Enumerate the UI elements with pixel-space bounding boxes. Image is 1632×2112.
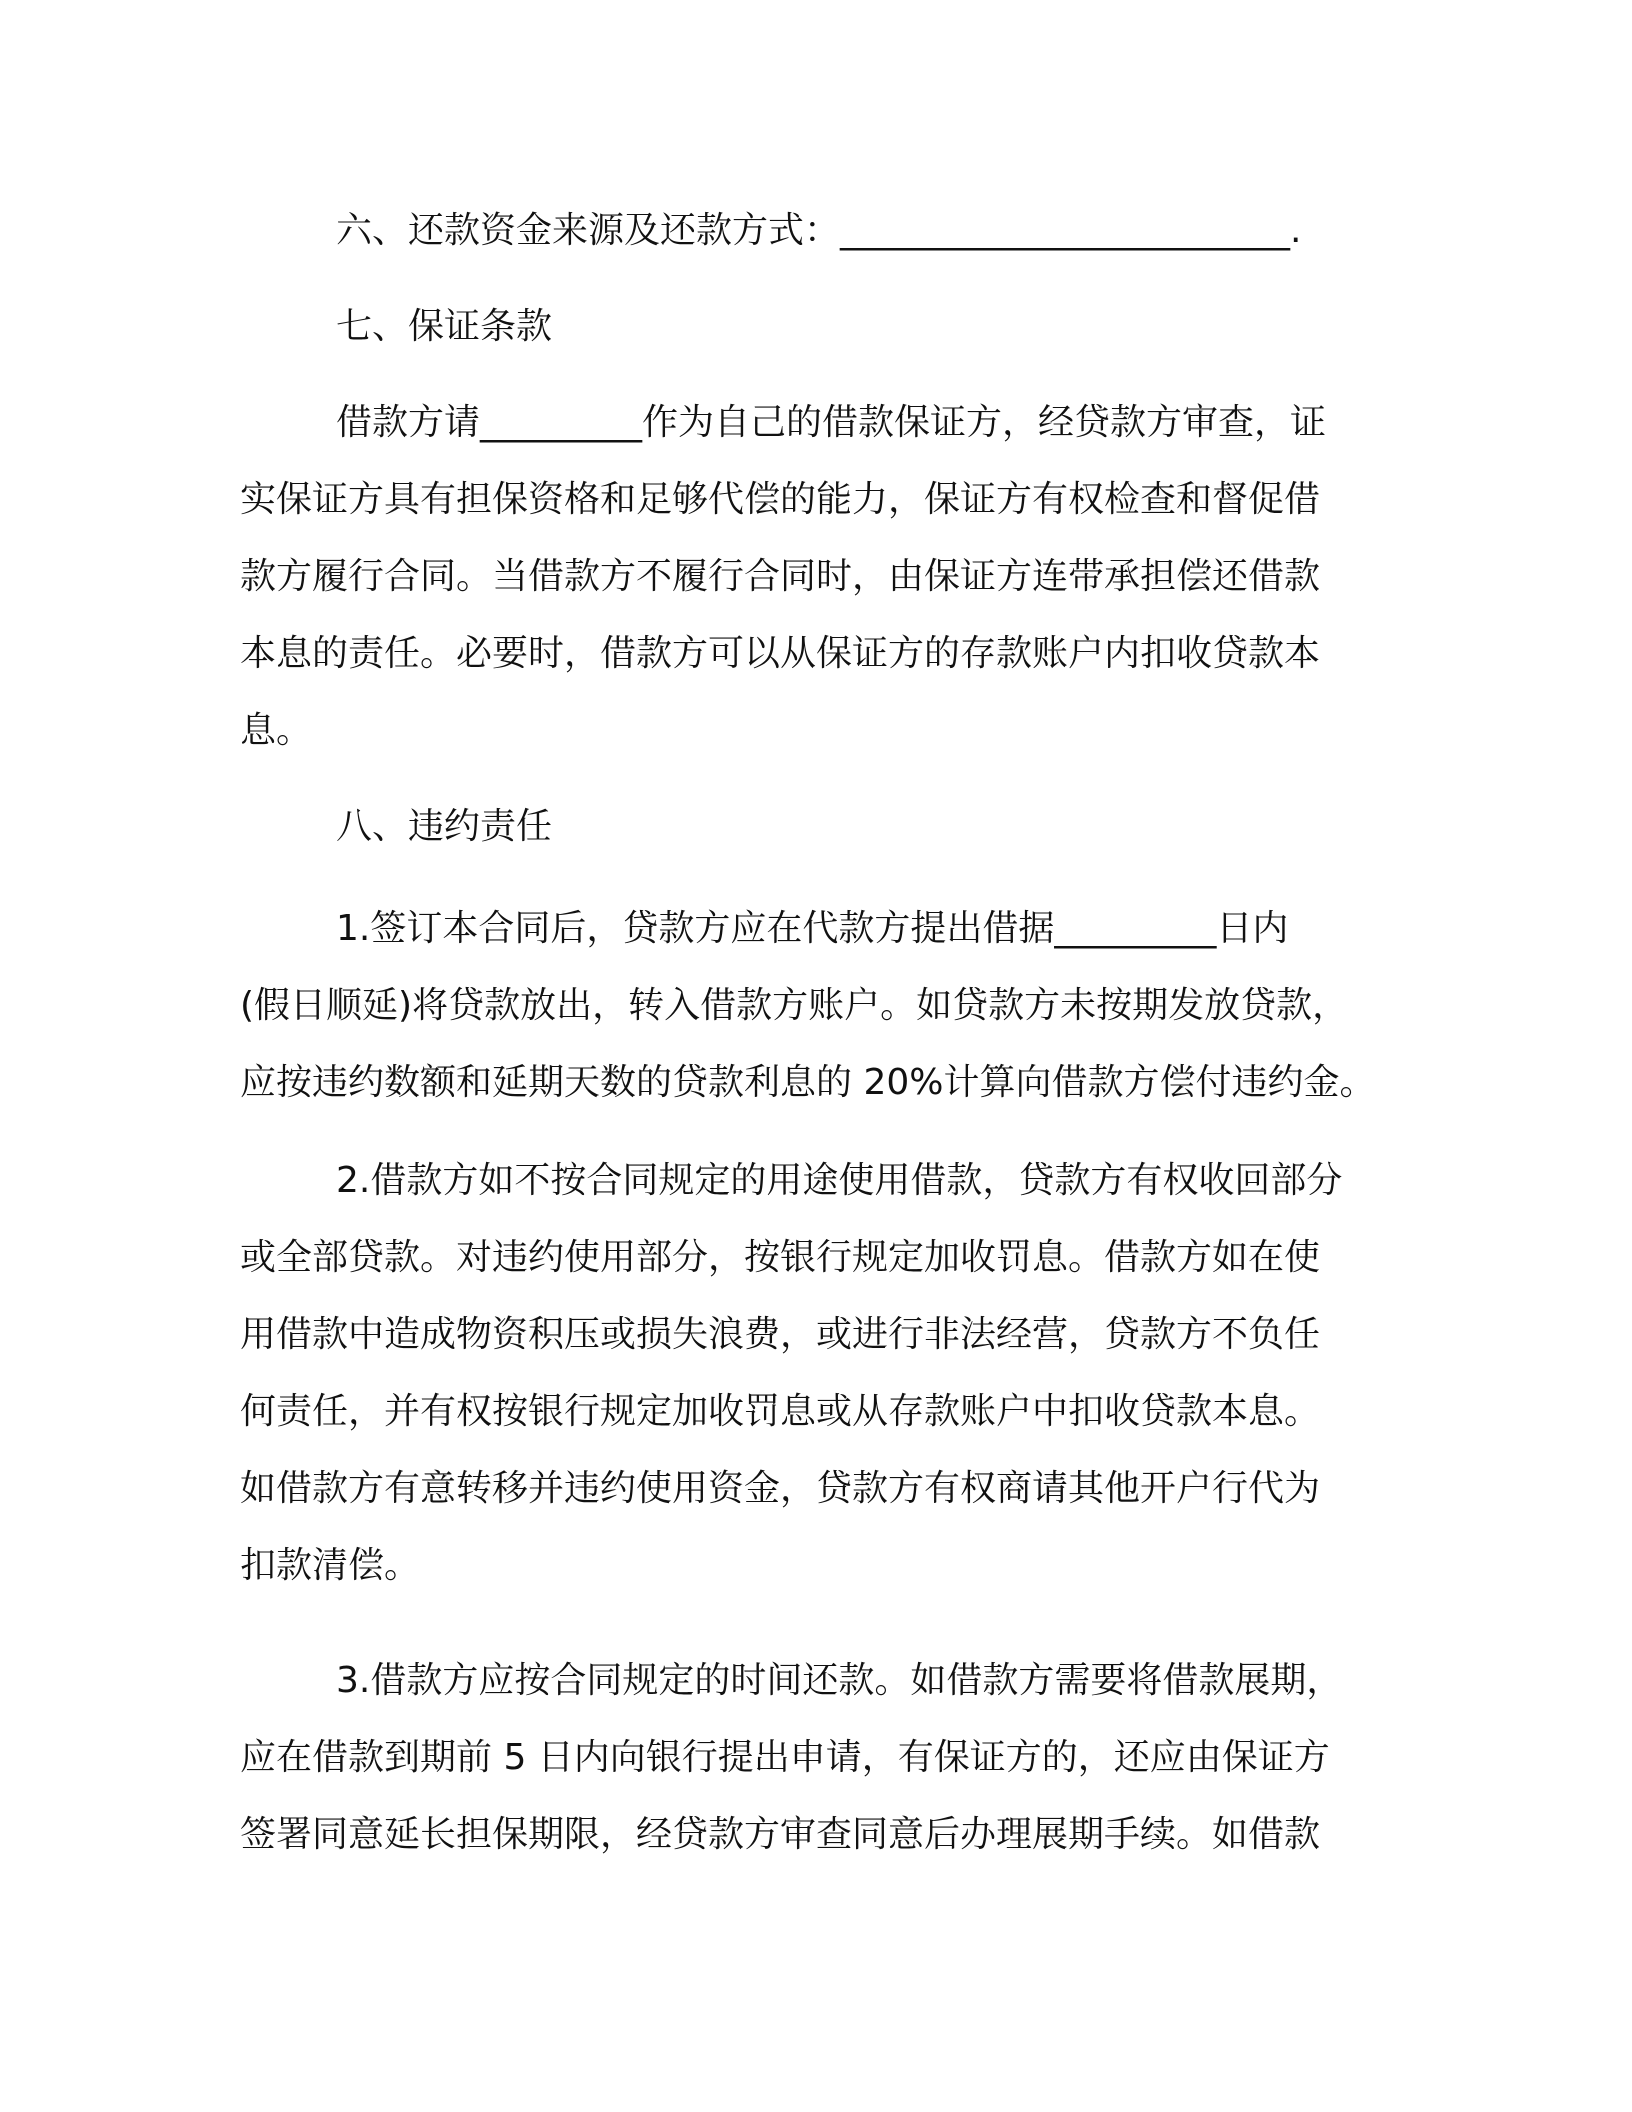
item-3-paragraph — [240, 1642, 1380, 1873]
item-2-paragraph — [240, 1142, 1380, 1604]
item2-line3: 用借款中造成物资积压或损失浪费，或进行非法经营，贷款方不负任 — [240, 1314, 1321, 1355]
item2-line1: 2.借款方如不按合同规定的用途使用借款，贷款方有权收回部分 — [336, 1160, 1343, 1201]
item-1-paragraph — [240, 890, 1380, 1121]
section-6-end: . — [1290, 210, 1302, 251]
section-6-paragraph — [240, 192, 1380, 269]
s7-line1-a: 借款方请 — [336, 402, 481, 443]
section-7-paragraph — [240, 384, 1380, 769]
item2-line2: 或全部贷款。对违约使用部分，按银行规定加收罚息。借款方如在使 — [240, 1237, 1321, 1278]
section-7-title: 七、保证条款 — [336, 306, 553, 347]
section-7-heading — [240, 288, 1380, 365]
section-8-title: 八、违约责任 — [336, 806, 553, 847]
item2-line5: 如借款方有意转移并违约使用资金，贷款方有权商请其他开户行代为 — [240, 1468, 1321, 1509]
s7-line5: 息。 — [240, 710, 313, 751]
item1-line1-a: 1.签订本合同后，贷款方应在代款方提出借据 — [336, 908, 1055, 949]
s7-line3: 款方履行合同。当借款方不履行合同时，由保证方连带承担偿还借款 — [240, 556, 1321, 597]
section-8-heading — [240, 788, 1380, 865]
item1-line1-b: 日内 — [1216, 908, 1289, 949]
section-6-blank: _________________________ — [840, 210, 1291, 251]
item3-line3: 签署同意延长担保期限，经贷款方审查同意后办理展期手续。如借款 — [240, 1814, 1321, 1855]
s7-line1-b: 作为自己的借款保证方，经贷款方审查，证 — [642, 402, 1327, 443]
item3-line1: 3.借款方应按合同规定的时间还款。如借款方需要将借款展期， — [336, 1660, 1343, 1701]
s7-line1-blank: _________ — [480, 402, 643, 443]
item2-line4: 何责任，并有权按银行规定加收罚息或从存款账户中扣收贷款本息。 — [240, 1391, 1321, 1432]
item1-line3: 应按违约数额和延期天数的贷款利息的 20%计算向借款方偿付违约金。 — [240, 1062, 1376, 1103]
s7-line4: 本息的责任。必要时，借款方可以从保证方的存款账户内扣收贷款本 — [240, 633, 1321, 674]
item2-line6: 扣款清偿。 — [240, 1545, 421, 1586]
item1-line1-blank: _________ — [1054, 908, 1217, 949]
item3-line2: 应在借款到期前 5 日内向银行提出申请，有保证方的，还应由保证方 — [240, 1737, 1330, 1778]
item1-line2: (假日顺延)将贷款放出，转入借款方账户。如贷款方未按期发放贷款， — [240, 985, 1349, 1026]
section-6-text: 六、还款资金来源及还款方式： — [336, 210, 841, 251]
s7-line2: 实保证方具有担保资格和足够代偿的能力，保证方有权检查和督促借 — [240, 479, 1321, 520]
